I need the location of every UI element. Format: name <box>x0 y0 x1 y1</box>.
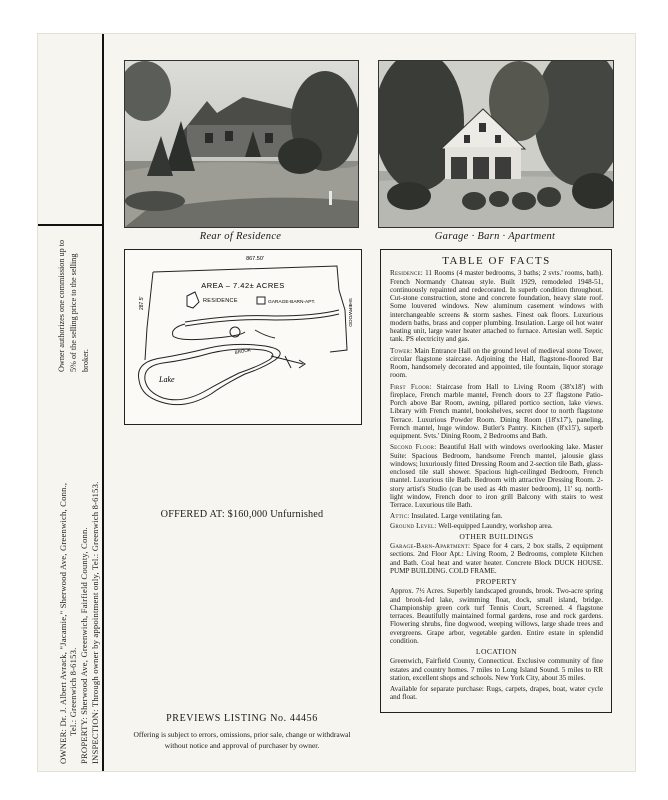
disclaimer: Offering is subject to errors, omissions, prior sale, change or withdrawal without notice and approval of purchaser by owner. <box>133 730 351 750</box>
owner-phone-line: Tel.: Greenwich 8-6153. <box>68 647 78 736</box>
site-map-drawing <box>125 250 361 424</box>
property-line: PROPERTY: Sherwood Ave, Greenwich, Fairfield County, Conn. <box>79 527 89 764</box>
facts-location: Greenwich, Fairfield County, Connecticut. Exclusive community of fine estates and country homes. 7 miles to Long Island Sound. 5 miles to RR station, excellent shops and schools. New York City, about 35 miles. <box>390 657 603 682</box>
map-road-label: SHERWOOD <box>347 298 352 327</box>
facts-second-floor: Second Floor: Beautiful Hall with windows overlooking lake. Master Suite: Spacious Bedroom, handsome French mantel, jalousie glass windows; luxuriously fitted Dressing Room and 2-section tile Bath, glass-enclosed tile stall shower. Spacious high-ceilinged Bedroom, French mantel. Luxurious tile Bath. Bedroom with attractive Dressing Room. 2-story artist's Studio (can be used as 4th master bedroom), 11' sq. north-light window, French door to iron grill Balcony with stairs to west Terrace. Luxurious tile Bath. <box>390 443 603 509</box>
map-brook-label: BROOK <box>234 347 252 355</box>
facts-available: Available for separate purchase: Rugs, carpets, drapes, boat, water cycle and float. <box>390 685 603 702</box>
garage-barn-image <box>379 61 613 227</box>
facts-property: Approx. 7½ Acres. Superbly landscaped grounds, brook. Two-acre spring and brook-fed lake, swimming float, dock, small island, bridge. Championship green cork turf Tennis Court, Screened. 4 flagstone terraces. Beautifully maintained formal gardens, rose and rock gardens. Flowering shrubs, fine dogwood, weeping willows, large shade trees and evergreens. Grape arbor, vegetable garden. Entire estate in splendid condition. <box>390 587 603 645</box>
garage-barn-caption: Garage · Barn · Apartment <box>434 231 556 242</box>
facts-attic: Attic: Insulated. Large ventilating fan. <box>390 512 503 521</box>
table-of-facts <box>380 249 612 713</box>
rear-residence-image <box>125 61 358 227</box>
facts-ground-level: Ground Level: Well-equipped Laundry, workshop area. <box>390 521 553 530</box>
inspection-line: INSPECTION: Through owner by appointment only, Tel.: Greenwich 8-6153. <box>90 481 100 764</box>
owner-line: OWNER: Dr. J. Albert Avrack, "Jacamie," Sherwood Ave, Greenwich, Conn., <box>58 482 68 764</box>
facts-residence: Residence: 11 Rooms (4 master bedrooms, 3 baths; 2 svts.' rooms, bath). French Normandy Chateau style. Built 1929, remodeled 1948-51, continuously repainted and redecorated. In superb condition throughout. Cut-stone construction, stone and concrete foundation, heavy slate roof. Some louvered windows. New aluminum casement windows with interchangeable screens & storm sashes. Finest oak floors. Luxurious modern baths, brass and copper plumbing. Insulation. Large oil hot water heating unit, large water heater attached to furnace. Artesian well. Septic tank. PS electricity and gas. <box>390 269 603 344</box>
offered-price: OFFERED AT: $160,000 Unfurnished <box>160 509 324 520</box>
map-top-dimension: 867.50' <box>246 256 264 262</box>
map-area-label: AREA – 7.42± ACRES <box>201 281 285 290</box>
rear-residence-photo <box>124 60 359 228</box>
rear-residence-caption: Rear of Residence <box>199 231 282 242</box>
facts-other-buildings-heading: OTHER BUILDINGS <box>459 531 534 541</box>
commission-note: Owner authorizes one commission up to 5% of the selling price to the selling broker. <box>57 239 90 372</box>
facts-tower: Tower: Main Entrance Hall on the ground level of medieval stone Tower, circular flagstone staircase. Adjoining the Hall, flagstone-floored Bar Room, handsomely decorated and appointed, tile fountain, liquor storage room. <box>390 346 603 380</box>
facts-garage: Garage-Barn-Apartment: Space for 4 cars, 2 box stalls, 2 equipment sections. 2nd Floor Apt.: Living Room, 2 Bedrooms, complete Kitchen and Bath. Coal heat and water heater. Concrete Block DUCK HOUSE. PUMP BUILDING. COLD FRAME. <box>390 542 603 575</box>
map-residence-label: RESIDENCE <box>203 298 238 304</box>
facts-title: TABLE OF FACTS <box>442 255 551 267</box>
facts-location-heading: LOCATION <box>475 647 518 656</box>
margin-note-divider <box>38 224 102 226</box>
facts-property-heading: PROPERTY <box>475 577 518 586</box>
map-garage-label: GARAGE-BARN-APT. <box>268 300 316 305</box>
site-map <box>124 249 362 425</box>
map-left-dimension: 287.5' <box>139 296 145 310</box>
garage-barn-photo <box>378 60 614 228</box>
margin-divider <box>102 34 104 771</box>
facts-first-floor: First Floor: Staircase from Hall to Living Room (38'x18') with fireplace, French marble mantel, French doors to 23' flagstone Patio-Porch above Bar Room, awning, pillared portico section, lake views. Library with French mantel, bookshelves, secret door to north flagstone Terrace. Luxurious Powder Room. Dining Room (18'x17'), paneling, French mantel, huge window. Butler's Pantry. Kitchen (8'x15'), superb equipment. Svts.' Dining Room, 2 Bedrooms and Bath. <box>390 382 603 440</box>
listing-number: PREVIEWS LISTING No. 44456 <box>166 713 318 724</box>
map-lake-label: Lake <box>159 375 175 384</box>
